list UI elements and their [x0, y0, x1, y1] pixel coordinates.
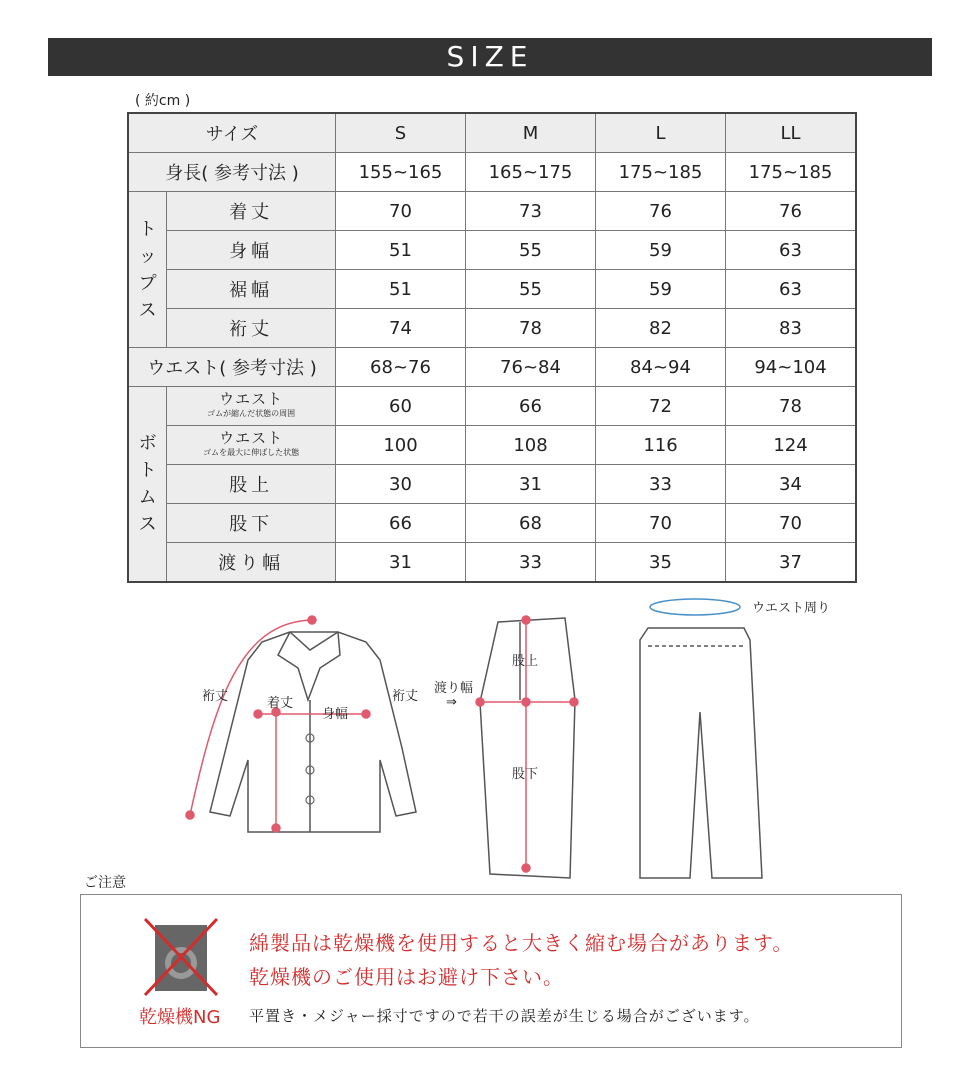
table-cell: 73	[466, 192, 596, 231]
table-cell: 74	[336, 309, 466, 348]
kitake-label: 着丈	[267, 696, 294, 711]
table-cell: 84~94	[596, 348, 726, 387]
table-cell: 31	[466, 465, 596, 504]
dryer-ng-icon	[141, 915, 221, 999]
table-cell: 59	[596, 270, 726, 309]
table-cell: 63	[726, 270, 857, 309]
watari-arrow: ⇒	[446, 695, 457, 710]
row-label: 股下	[167, 504, 336, 543]
watari-label: 渡り幅	[434, 681, 474, 696]
row-label: ウエスト ゴムを最大に伸ばした状態	[167, 426, 336, 465]
table-cell: 30	[336, 465, 466, 504]
table-cell: 82	[596, 309, 726, 348]
table-cell: 83	[726, 309, 857, 348]
unit-note: ( 約cm )	[135, 93, 191, 109]
row-label: 渡り幅	[167, 543, 336, 583]
yuki-right-label: 裄丈	[392, 689, 419, 704]
pants-front-illustration	[640, 628, 762, 878]
notice-title: ご注意	[84, 875, 126, 891]
table-cell: 76~84	[466, 348, 596, 387]
table-cell: 94~104	[726, 348, 857, 387]
row-label: 着丈	[167, 192, 336, 231]
table-cell: 31	[336, 543, 466, 583]
table-cell: 51	[336, 270, 466, 309]
table-cell: 100	[336, 426, 466, 465]
size-col-header: S	[336, 113, 466, 153]
notice-line-2: 乾燥機のご使用はお避け下さい。	[249, 965, 564, 989]
table-cell: 34	[726, 465, 857, 504]
row-label: 裾幅	[167, 270, 336, 309]
waist-circle-icon	[650, 599, 740, 615]
waist-around-label: ウエスト周り	[752, 601, 831, 616]
table-cell: 37	[726, 543, 857, 583]
table-cell: 175~185	[726, 153, 857, 192]
table-cell: 165~175	[466, 153, 596, 192]
notice-box	[80, 894, 902, 1048]
table-cell: 35	[596, 543, 726, 583]
table-cell: 124	[726, 426, 857, 465]
table-cell: 59	[596, 231, 726, 270]
table-cell: 78	[726, 387, 857, 426]
table-cell: 66	[336, 504, 466, 543]
table-cell: 70	[596, 504, 726, 543]
tops-category-label: ト ッ プ ス	[128, 192, 167, 348]
table-cell: 68	[466, 504, 596, 543]
bottoms-category-label: ボ ト ム ス	[128, 387, 167, 583]
mihaba-label: 身幅	[322, 707, 349, 722]
table-cell: 33	[596, 465, 726, 504]
table-cell: 116	[596, 426, 726, 465]
table-cell: 60	[336, 387, 466, 426]
table-cell: 78	[466, 309, 596, 348]
table-cell: 55	[466, 270, 596, 309]
table-cell: 155~165	[336, 153, 466, 192]
table-cell: 63	[726, 231, 857, 270]
size-col-header: M	[466, 113, 596, 153]
table-cell: 76	[596, 192, 726, 231]
row-label: 裄丈	[167, 309, 336, 348]
size-col-header: L	[596, 113, 726, 153]
table-cell: 33	[466, 543, 596, 583]
size-col-header: LL	[726, 113, 857, 153]
row-label: 身幅	[167, 231, 336, 270]
table-cell: 68~76	[336, 348, 466, 387]
table-cell: 70	[726, 504, 857, 543]
notice-line-1: 綿製品は乾燥機を使用すると大きく縮む場合があります。	[249, 931, 794, 955]
table-cell: 55	[466, 231, 596, 270]
table-cell: 51	[336, 231, 466, 270]
size-header-label: サイズ	[128, 113, 336, 153]
table-cell: 108	[466, 426, 596, 465]
mata-ue-label: 股上	[512, 654, 539, 669]
yuki-left-label: 裄丈	[202, 689, 229, 704]
notice-line-3: 平置き・メジャー採寸ですので若干の誤差が生じる場合がございます。	[249, 1007, 760, 1025]
waist-label: ウエスト( 参考寸法 )	[128, 348, 336, 387]
row-label: ウエスト ゴムが縮んだ状態の周囲	[167, 387, 336, 426]
table-cell: 175~185	[596, 153, 726, 192]
row-label: 股上	[167, 465, 336, 504]
table-cell: 66	[466, 387, 596, 426]
height-label: 身長( 参考寸法 )	[128, 153, 336, 192]
table-cell: 76	[726, 192, 857, 231]
table-cell: 70	[336, 192, 466, 231]
mata-shita-label: 股下	[512, 767, 539, 782]
table-cell: 72	[596, 387, 726, 426]
size-banner: SIZE	[48, 38, 932, 76]
dryer-ng-label: 乾燥機NG	[139, 1007, 221, 1028]
